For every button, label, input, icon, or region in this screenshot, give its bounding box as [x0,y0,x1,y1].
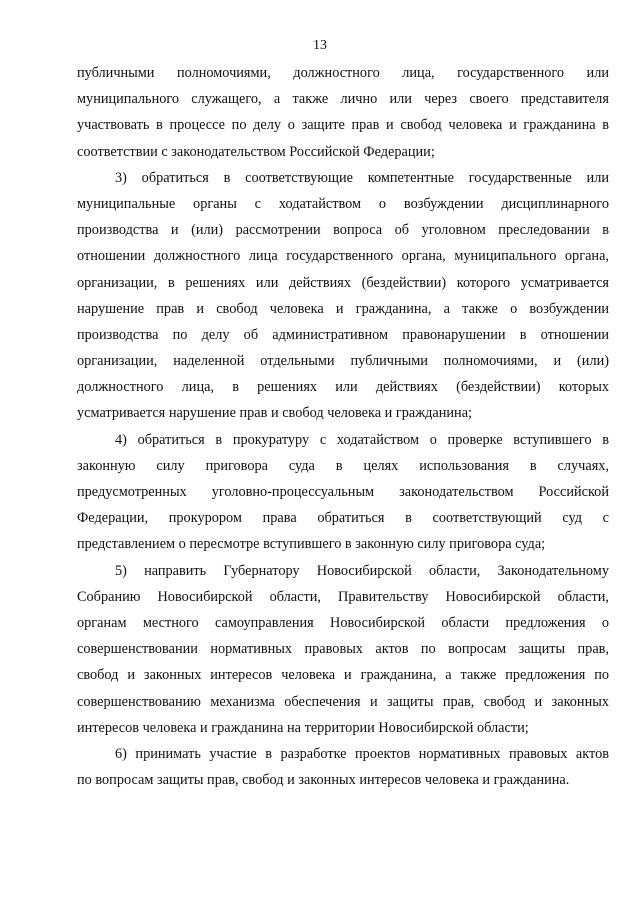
text-line: 4) обратиться в прокуратуру с ходатайством о проверке вступившего в [115,431,609,448]
text-line: усматривается нарушение прав и свобод человека и гражданина; [77,405,473,422]
text-line: интересов человека и гражданина на территории Новосибирской области; [77,719,529,736]
text-line: Собранию Новосибирской области, Правительству Новосибирской области, [77,588,609,605]
text-line: муниципального служащего, а также лично или через своего представителя [77,91,609,108]
text-line: производства и (или) рассмотрении вопроса об уголовном преследовании в [77,222,609,239]
text-line: должностного лица, в решениях или действиях (бездействии) которых [77,379,609,396]
text-line: органам местного самоуправления Новосибирской области предложения о [77,614,609,631]
text-line: муниципальные органы с ходатайством о возбуждении дисциплинарного [77,195,609,212]
text-line: свобод и законных интересов человека и гражданина, а также предложения по [77,667,609,684]
text-line: 5) направить Губернатору Новосибирской области, Законодательному [115,562,609,579]
paragraph [77,60,609,165]
text-line: организации, наделенной отдельными публичными полномочиями, и (или) [77,353,609,370]
text-line: публичными полномочиями, должностного лица, государственного или [77,65,609,81]
paragraph [77,741,609,793]
text-line: организации, в решениях или действиях (бездействии) которого усматривается [77,274,609,291]
text-line: предусмотренных уголовно-процессуальным законодательством Российской [77,484,609,500]
text-line: по вопросам защиты прав, свобод и законных интересов человека и гражданина. [77,772,570,789]
paragraph [77,558,609,741]
text-line: участвовать в процессе по делу о защите прав и свобод человека и гражданина в [77,117,609,134]
text-line: отношении должностного лица государственного органа, муниципального органа, [77,248,609,265]
text-line: производства по делу об административном правонарушении в отношении [77,326,609,343]
paragraph [77,427,609,558]
text-line: соответствии с законодательством Российской Федерации; [77,143,435,160]
text-line: законную силу приговора суда в целях использования в случаях, [77,457,609,474]
text-line: 3) обратиться в соответствующие компетентные государственные или [115,169,609,186]
text-line: нарушение прав и свобод человека и гражданина, а также о возбуждении [77,300,609,317]
paragraph [77,165,609,427]
document-body [77,60,609,793]
text-line: совершенствовании нормативных правовых актов по вопросам защиты прав, [77,641,609,658]
text-line: совершенствованию механизма обеспечения и защиты прав, свобод и законных [77,693,609,710]
text-line: Федерации, прокурором права обратиться в соответствующий суд с [77,510,609,527]
text-line: представлением о пересмотре вступившего в законную силу приговора суда; [77,536,546,553]
text-line: 6) принимать участие в разработке проектов нормативных правовых актов [115,745,609,762]
page-number: 13 [313,38,327,53]
